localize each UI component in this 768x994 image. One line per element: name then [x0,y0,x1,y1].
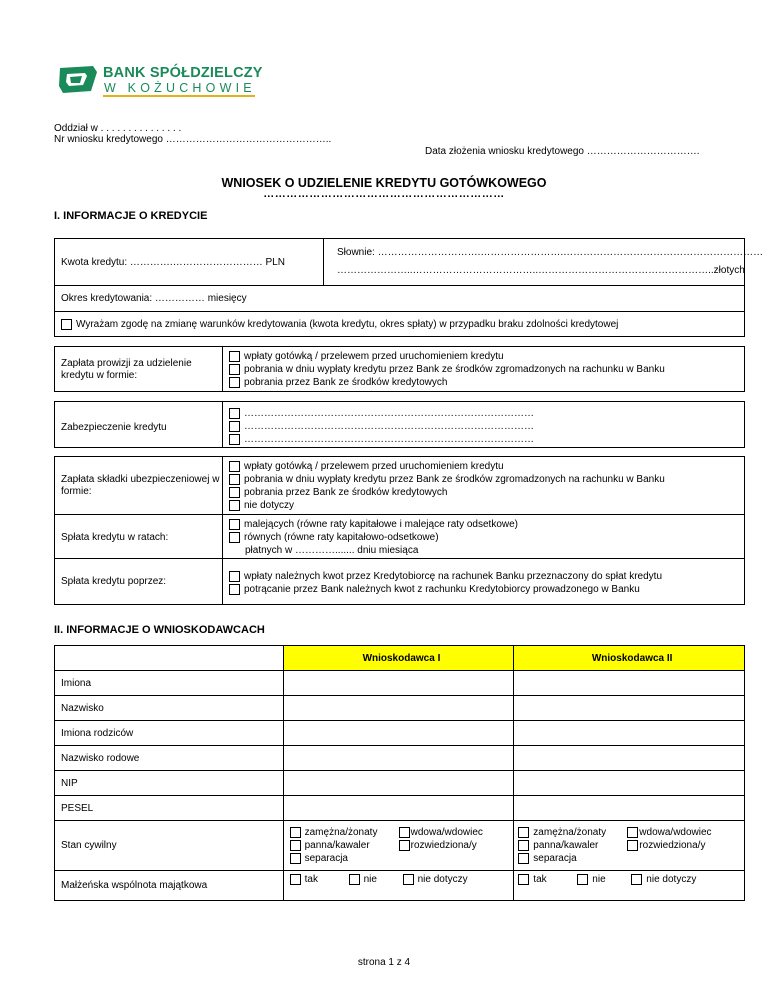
property-option-label: nie [592,874,606,885]
installments-option-label: malejących (równe raty kapitałowe i malejące raty odsetkowe) [244,519,519,530]
security-option-field[interactable]: …………………………………………………………………………… [244,434,534,445]
marital-option-label: rozwiedziona/y [410,840,477,851]
branch-field[interactable]: Oddział w . . . . . . . . . . . . . . . [54,123,182,134]
marital-option-label: wdowa/wdowiec [639,827,712,838]
period-box [54,285,745,312]
installments-label: Spłata kredytu w ratach: [61,532,169,543]
table-row [55,871,745,901]
commission-option-label: pobrania w dniu wypłaty kredytu przez Bank ze środków zgromadzonych na rachunku w Banku [244,364,665,375]
commission-options-box [222,346,745,392]
applicant-1-header: Wnioskodawca I [283,646,514,671]
insurance-option-checkbox[interactable] [229,487,240,498]
application-number-field[interactable]: Nr wniosku kredytowego ………………………………………….. [54,134,332,145]
repayment-option-checkbox[interactable] [229,584,240,595]
row-label-nip: NIP [55,771,284,796]
applicant-1-pesel-field[interactable] [283,796,514,821]
security-option-field[interactable]: …………………………………………………………………………… [244,408,534,419]
commission-option-label: pobrania przez Bank ze środków kredytowych [244,377,448,388]
security-option-checkbox[interactable] [229,434,240,445]
applicant-1-marital-cell [283,821,514,871]
marital-option-label: rozwiedziona/y [639,840,706,851]
security-option-field[interactable]: …………………………………………………………………………… [244,421,534,432]
marital-option-label: panna/kawaler [304,840,370,851]
amount-box [54,238,764,286]
row-label-first-names: Imiona [55,671,284,696]
insurance-option-label: pobrania w dniu wypłaty kredytu przez Bank ze środków zgromadzonych na rachunku w Banku [244,474,665,485]
marital-option-label: panna/kawaler [533,840,599,851]
security-option-checkbox[interactable] [229,421,240,432]
applicant-1-surname-field[interactable] [283,696,514,721]
row-label-maiden-name: Nazwisko rodowe [55,746,284,771]
marital-checkbox[interactable] [518,840,529,851]
consent-label: Wyrażam zgodę na zmianę warunków kredytowania (kwota kredytu, okres spłaty) w przypadku braku zdolności kredytowej [76,319,619,330]
table-row [55,696,745,721]
table-corner [55,646,284,671]
installments-option-checkbox[interactable] [229,519,240,530]
security-label-box [54,401,223,448]
applicant-1-first-names-field[interactable] [283,671,514,696]
property-option-label: nie [363,874,377,885]
security-option-checkbox[interactable] [229,408,240,419]
applicant-2-maiden-name-field[interactable] [514,746,745,771]
marital-option-label: wdowa/wdowiec [410,827,483,838]
insurance-label: Zapłata składki ubezpieczeniowej w formie: [61,474,220,497]
property-checkbox[interactable] [290,874,301,885]
installments-options-box [222,514,745,559]
section-2-heading: II. INFORMACJE O WNIOSKODAWCACH [54,624,265,636]
table-row [55,821,745,871]
insurance-options-box [222,456,745,515]
applicant-2-marital-cell [514,821,745,871]
bank-logo: BANK SPÓŁDZIELCZY W KOŻUCHOWIE [57,64,262,96]
applicant-2-pesel-field[interactable] [514,796,745,821]
insurance-option-label: pobrania przez Bank ze środków kredytowych [244,487,448,498]
insurance-option-checkbox[interactable] [229,461,240,472]
repayment-label: Spłata kredytu poprzez: [61,576,167,587]
property-option-label: nie dotyczy [646,874,697,885]
marital-option-label: zamężna/żonaty [304,827,378,838]
commission-option-checkbox[interactable] [229,364,240,375]
applicant-2-surname-field[interactable] [514,696,745,721]
table-row [55,671,745,696]
applicants-table [54,645,745,901]
applicant-2-header: Wnioskodawca II [514,646,745,671]
property-checkbox[interactable] [518,874,529,885]
section-1-heading: I. INFORMACJE O KREDYCIE [54,210,208,222]
table-row [55,721,745,746]
security-label: Zabezpieczenie kredytu [61,422,167,433]
application-date-field[interactable]: Data złożenia wniosku kredytowego ……………………………. [425,146,700,157]
property-option-label: tak [533,874,547,885]
page-number: strona 1 z 4 [357,957,411,968]
row-label-marital-property: Małżeńska wspólnota majątkowa [55,871,284,901]
property-option-label: tak [304,874,318,885]
applicant-1-property-cell [283,871,514,901]
row-label-surname: Nazwisko [55,696,284,721]
row-label-marital-status: Stan cywilny [55,821,284,871]
marital-checkbox[interactable] [518,827,529,838]
marital-option-label: separacja [533,853,577,864]
marital-checkbox[interactable] [627,840,638,851]
logo-underline [103,95,255,97]
loan-period-field[interactable]: Okres kredytowania: …………… miesięcy [61,293,247,304]
installments-option-label: równych (równe raty kapitałowo-odsetkowe) [244,532,439,543]
marital-checkbox[interactable] [627,827,638,838]
bank-emblem-icon [57,64,99,94]
consent-checkbox[interactable] [61,319,72,330]
repayment-option-label: potrącanie przez Bank należnych kwot z rachunku Kredytobiorcy prowadzonego w Banku [244,584,640,595]
table-row [55,771,745,796]
marital-checkbox[interactable] [518,853,529,864]
marital-checkbox[interactable] [399,840,410,851]
security-options-box [222,401,745,448]
repayment-option-label: wpłaty należnych kwot przez Kredytobiorcę na rachunek Banku przeznaczony do spłat kredytu [244,571,663,582]
amount-in-words-line1[interactable]: Słownie: ………………………….…………………….…………………………………………………… [337,247,764,258]
installments-day-field[interactable]: płatnych w …………....... dniu miesiąca [245,545,419,556]
repayment-option-checkbox[interactable] [229,571,240,582]
commission-option-checkbox[interactable] [229,377,240,388]
property-checkbox[interactable] [631,874,642,885]
property-option-label: nie dotyczy [417,874,468,885]
marital-checkbox[interactable] [290,827,301,838]
row-label-parents-names: Imiona rodziców [55,721,284,746]
consent-box [54,311,745,337]
insurance-option-label: wpłaty gotówką / przelewem przed uruchomieniem kredytu [244,461,504,472]
property-checkbox[interactable] [349,874,360,885]
insurance-option-checkbox[interactable] [229,500,240,511]
property-checkbox[interactable] [577,874,588,885]
applicant-2-parents-names-field[interactable] [514,721,745,746]
applicant-2-first-names-field[interactable] [514,671,745,696]
applicant-2-nip-field[interactable] [514,771,745,796]
commission-label-box [54,346,223,392]
marital-checkbox[interactable] [399,827,410,838]
applicant-1-maiden-name-field[interactable] [283,746,514,771]
title-dots: ……………………………………………………… [263,188,505,200]
table-row [55,796,745,821]
commission-option-label: wpłaty gotówką / przelewem przed uruchomieniem kredytu [244,351,504,362]
table-row [55,746,745,771]
applicant-1-nip-field[interactable] [283,771,514,796]
loan-amount-field[interactable]: Kwota kredytu: ………….……………………… PLN [61,257,285,268]
row-label-pesel: PESEL [55,796,284,821]
insurance-label-box [54,456,223,515]
amount-in-words-line2[interactable]: …………………..………………………………..……………………………………………..złotych [337,265,745,276]
marital-checkbox[interactable] [290,853,301,864]
marital-checkbox[interactable] [290,840,301,851]
document-title: WNIOSEK O UDZIELENIE KREDYTU GOTÓWKOWEGO [221,176,547,190]
property-checkbox[interactable] [403,874,414,885]
insurance-option-checkbox[interactable] [229,474,240,485]
installments-label-box [54,514,223,559]
repayment-label-box [54,558,223,605]
repayment-options-box [222,558,745,605]
insurance-option-label: nie dotyczy [244,500,295,511]
commission-option-checkbox[interactable] [229,351,240,362]
applicant-1-parents-names-field[interactable] [283,721,514,746]
commission-label: Zapłata prowizji za udzielenie kredytu w formie: [61,358,192,381]
applicant-2-property-cell [514,871,745,901]
marital-option-label: separacja [304,853,348,864]
installments-option-checkbox[interactable] [229,532,240,543]
marital-option-label: zamężna/żonaty [533,827,607,838]
